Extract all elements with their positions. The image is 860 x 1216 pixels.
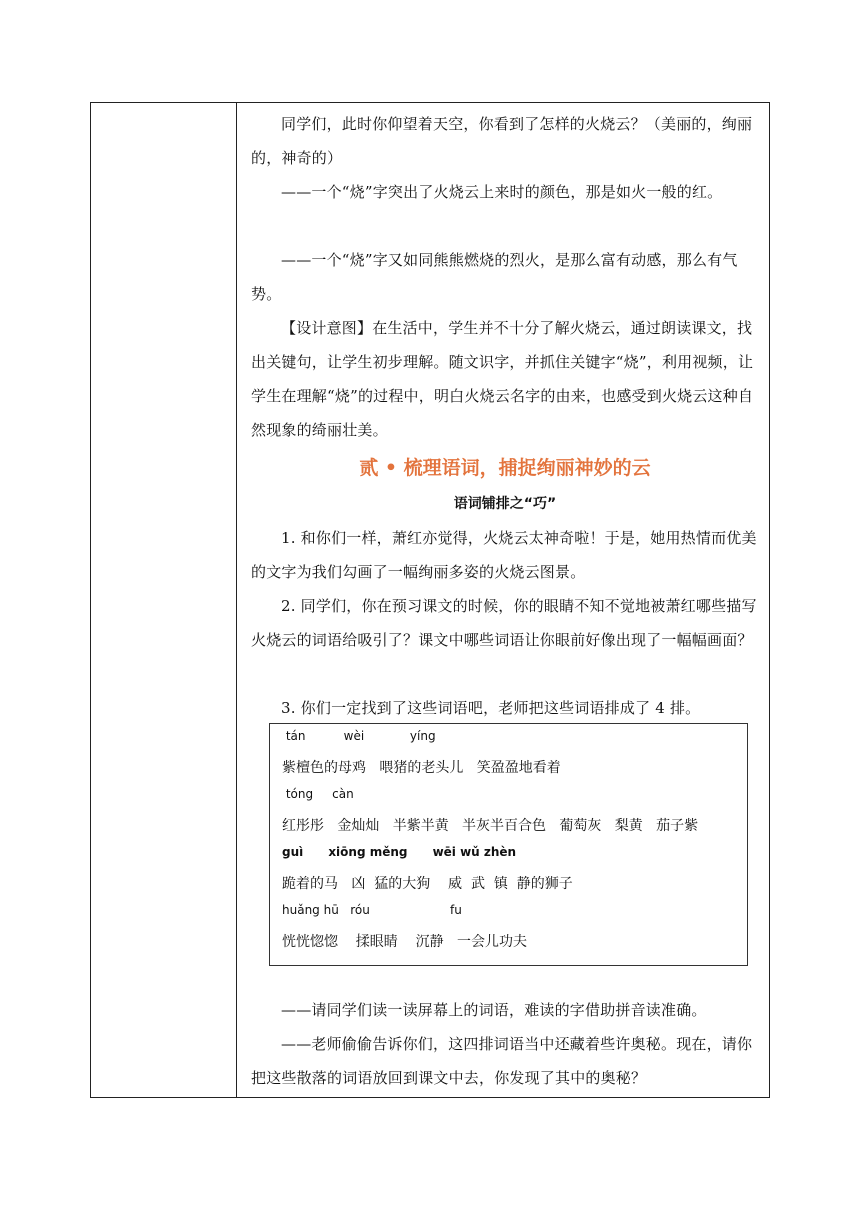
paragraph-shao-color: ——一个“烧”字突出了火烧云上来时的颜色，那是如火一般的红。: [281, 183, 723, 201]
row1-words: 紫檀色的母鸡 喂猪的老头儿 笑盈盈地看着: [282, 760, 561, 776]
word-list-box: [269, 723, 748, 966]
step-3: 3. 你们一定找到了这些词语吧，老师把这些词语排成了 4 排。: [281, 699, 701, 717]
row3-words: 跪着的马 凶 猛的大狗 威 武 镇 静的狮子: [282, 876, 573, 892]
paragraph-question: 同学们，此时你仰望着天空，你看到了怎样的火烧云？（美丽的，绚丽的，神奇的）: [251, 115, 753, 167]
row3-pinyin: guì xiōng měng wēi wǔ zhèn: [282, 845, 517, 859]
lesson-table: [90, 102, 770, 1098]
closing-2: ——老师偷偷告诉你们，这四排词语当中还藏着些许奥秘。现在，请你把这些散落的词语放回到课文中去，你发现了其中的奥秘？: [251, 1035, 753, 1087]
section-subheading: 语词铺排之“巧”: [453, 496, 557, 512]
paragraph-shao-fire: ——一个“烧”字又如同熊熊燃烧的烈火，是那么富有动感，那么有气势。: [251, 251, 738, 303]
column-divider: [236, 103, 237, 1097]
step-2: 2. 同学们，你在预习课文的时候，你的眼睛不知不觉地被萧红哪些描写火烧云的词语给吸引了？课文中哪些词语让你眼前好像出现了一幅幅画面？: [251, 597, 757, 649]
row4-pinyin: huǎng hū róu fu: [282, 903, 462, 917]
closing-1: ——请同学们读一读屏幕上的词语，难读的字借助拼音读准确。: [281, 1001, 707, 1019]
row1-pinyin: tán wèi yíng: [282, 729, 436, 743]
paragraph-design-intent: 【设计意图】在生活中，学生并不十分了解火烧云，通过朗读课文，找出关键句，让学生初步理解。随文识字，并抓住关键字“烧”，利用视频，让学生在理解“烧”的过程中，明白火烧云名字的由来，也感受到火烧云这种自然现象的绮丽壮美。: [251, 319, 754, 439]
step-1: 1. 和你们一样，萧红亦觉得，火烧云太神奇啦！于是，她用热情而优美的文字为我们勾画了一幅绚丽多姿的火烧云图景。: [251, 529, 757, 581]
section-heading: 贰 • 梳理语词，捕捉绚丽神妙的云: [359, 457, 651, 479]
row2-words: 红彤彤 金灿灿 半紫半黄 半灰半百合色 葡萄灰 梨黄 茄子紫: [282, 818, 699, 834]
row2-pinyin: tóng càn: [282, 787, 354, 801]
row4-words: 恍恍惚惚 揉眼睛 沉静 一会儿功夫: [282, 934, 527, 950]
